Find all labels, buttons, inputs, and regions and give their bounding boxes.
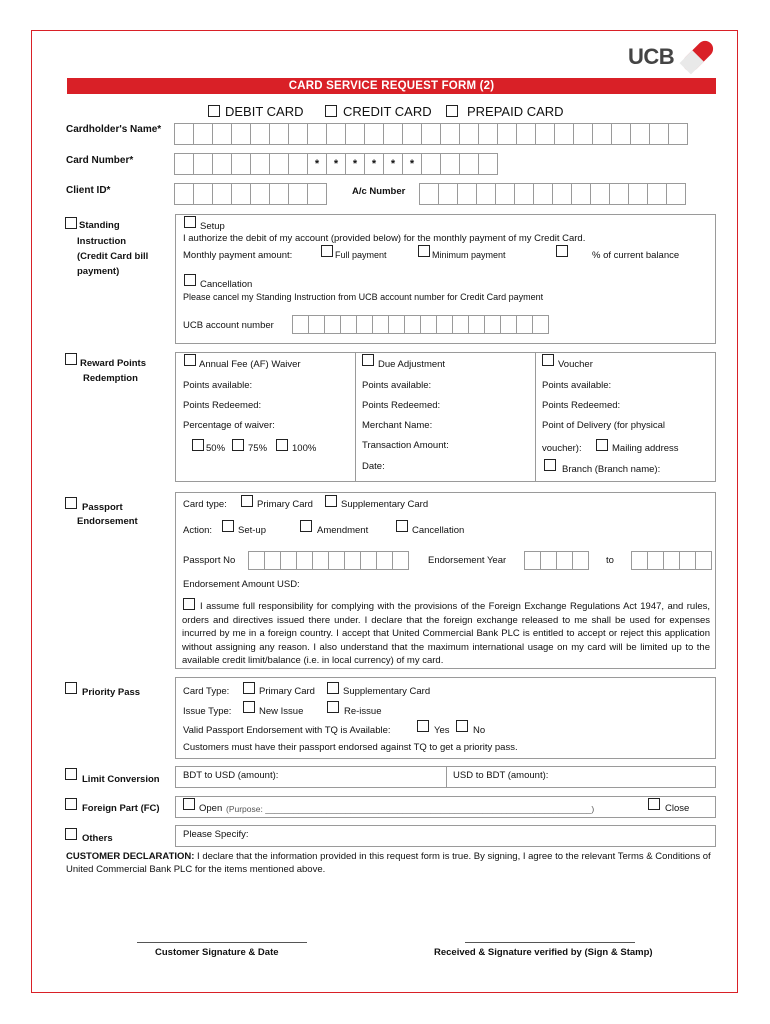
credit-card-label: CREDIT CARD (343, 104, 432, 119)
reward-label-2: Redemption (83, 373, 138, 384)
priority-pass-label: Priority Pass (82, 687, 141, 698)
voucher-points-redeemed: Points Redeemed: (542, 400, 621, 411)
mask-char: * (307, 153, 327, 175)
setup-checkbox[interactable] (184, 216, 196, 228)
setup-label: Setup (200, 221, 225, 232)
others-label: Others (82, 833, 113, 844)
due-date: Date: (362, 461, 385, 472)
form-title: CARD SERVICE REQUEST FORM (2) (67, 78, 716, 94)
cardholder-name-label: Cardholder's Name* (66, 124, 162, 135)
ucb-logo (628, 36, 723, 78)
endorsement-year-from-field[interactable] (525, 551, 589, 570)
waiver-100-checkbox[interactable] (276, 439, 288, 451)
passport-cancellation-label: Cancellation (412, 525, 465, 536)
ucb-account-field[interactable] (293, 315, 549, 334)
passport-amendment-checkbox[interactable] (300, 520, 312, 532)
pp-note: Customers must have their passport endorsed against TQ to get a priority pass. (183, 742, 518, 753)
passport-setup-label: Set-up (238, 525, 266, 536)
monthly-amount-label: Monthly payment amount: (183, 250, 293, 261)
cancellation-checkbox[interactable] (184, 274, 196, 286)
others-panel[interactable] (175, 825, 716, 847)
standing-label-2: Instruction (77, 236, 127, 247)
passport-card-type-label: Card type: (183, 499, 227, 510)
passport-label-2: Endorsement (77, 516, 138, 527)
passport-amendment-label: Amendment (317, 525, 369, 536)
priority-pass-checkbox[interactable] (65, 682, 77, 694)
authorize-text: I authorize the debit of my account (provided below) for the monthly payment of my Credit Card. (183, 233, 586, 244)
prepaid-card-label: PREPAID CARD (467, 104, 564, 119)
mailing-address-label: Mailing address (612, 443, 679, 454)
af-pct-waiver: Percentage of waiver: (183, 420, 275, 431)
waiver-100-label: 100% (292, 443, 317, 454)
foreign-part-label: Foreign Part (FC) (82, 803, 160, 814)
reward-divider-1 (355, 352, 356, 482)
customer-declaration (66, 850, 716, 876)
mask-char: * (383, 153, 403, 175)
passport-primary-label: Primary Card (257, 499, 313, 510)
af-waiver-checkbox[interactable] (184, 354, 196, 366)
cancellation-label: Cancellation (200, 279, 253, 290)
pp-no-checkbox[interactable] (456, 720, 468, 732)
pp-yes-checkbox[interactable] (417, 720, 429, 732)
fc-open-label: Open (199, 803, 223, 814)
declaration-heading: CUSTOMER DECLARATION: (66, 851, 195, 862)
due-points-available: Points available: (362, 380, 432, 391)
others-checkbox[interactable] (65, 828, 77, 840)
cancel-text: Please cancel my Standing Instruction from UCB account number for Credit Card payment (183, 292, 544, 302)
credit-card-checkbox[interactable] (325, 105, 337, 117)
customer-signature-label: Customer Signature & Date (155, 947, 279, 958)
waiver-50-label: 50% (206, 443, 226, 454)
pct-balance-checkbox[interactable] (556, 245, 568, 257)
passport-action-label: Action: (183, 525, 213, 536)
standing-label-3: (Credit Card bill (77, 251, 149, 262)
pp-valid-passport-label: Valid Passport Endorsement with TQ is Available: (183, 725, 391, 736)
due-points-redeemed: Points Redeemed: (362, 400, 441, 411)
endorsement-to-label: to (606, 555, 614, 566)
due-adjustment-checkbox[interactable] (362, 354, 374, 366)
client-id-field[interactable] (175, 183, 327, 205)
minimum-payment-checkbox[interactable] (418, 245, 430, 257)
pp-supplementary-label: Supplementary Card (343, 686, 431, 697)
others-specify-label: Please Specify: (183, 829, 249, 840)
limit-divider (446, 766, 447, 788)
client-id-label: Client ID* (66, 185, 111, 196)
waiver-75-checkbox[interactable] (232, 439, 244, 451)
bdt-usd-label[interactable]: BDT to USD (amount): (183, 770, 279, 781)
passport-no-label: Passport No (183, 555, 236, 566)
mask-char: * (326, 153, 346, 175)
pp-new-issue-label: New Issue (259, 706, 304, 717)
passport-label-1: Passport (82, 502, 123, 513)
passport-primary-checkbox[interactable] (241, 495, 253, 507)
ac-number-field[interactable] (420, 183, 686, 205)
mask-char: * (345, 153, 365, 175)
pp-reissue-label: Re-issue (344, 706, 382, 717)
full-payment-label: Full payment (335, 250, 387, 260)
af-points-redeemed: Points Redeemed: (183, 400, 262, 411)
pp-supplementary-checkbox[interactable] (327, 682, 339, 694)
af-points-available: Points available: (183, 380, 253, 391)
cardholder-name-field[interactable] (175, 123, 688, 145)
prepaid-card-checkbox[interactable] (446, 105, 458, 117)
endorsement-amount-label: Endorsement Amount USD: (183, 579, 300, 590)
ucb-account-label: UCB account number (183, 320, 274, 331)
reward-panel (175, 352, 716, 482)
voucher-delivery-2: voucher): (542, 443, 582, 454)
standing-label-1: Standing (79, 220, 120, 231)
mask-char: * (402, 153, 422, 175)
standing-instruction-checkbox[interactable] (65, 217, 77, 229)
foreign-part-checkbox[interactable] (65, 798, 77, 810)
bank-signature-label: Received & Signature verified by (Sign & Stamp) (434, 947, 653, 958)
due-txn-amount: Transaction Amount: (362, 440, 449, 451)
af-waiver-title: Annual Fee (AF) Waiver (199, 359, 301, 370)
passport-no-field[interactable] (249, 551, 409, 570)
branch-checkbox[interactable] (544, 459, 556, 471)
pct-balance-label: % of current balance (592, 250, 680, 261)
waiver-50-checkbox[interactable] (192, 439, 204, 451)
voucher-delivery-1: Point of Delivery (for physical (542, 420, 666, 431)
pp-reissue-checkbox[interactable] (327, 701, 339, 713)
endorsement-year-label: Endorsement Year (428, 555, 507, 566)
ac-number-label: A/c Number (352, 186, 406, 197)
reward-points-checkbox[interactable] (65, 353, 77, 365)
declaration-text: I declare that the information provided in this request form is true. By signing, I agree to the relevant Terms & Conditions of United Commercial Bank PLC for the items mentioned above. (66, 851, 711, 875)
logo-text: UCB (628, 44, 675, 69)
limit-conversion-checkbox[interactable] (65, 768, 77, 780)
pp-issue-type-label: Issue Type: (183, 706, 232, 717)
endorsement-year-to-field[interactable] (632, 551, 712, 570)
passport-supplementary-label: Supplementary Card (341, 499, 429, 510)
responsibility-text: I assume full responsibility for complying with the provisions of the Foreign Exchange Regulations Act 1947, and rules, orders and directives issued there under. I declare that the foreign exchange released to me shall be used for expenses incurred by me in a foreign country. I accept that United Commercial Bank PLC is entitled to accept or reject this application without assigning any reason. I also understand that the maximum international usage on my card will be limited up to the available credit limit/balance (i.e. in local currency) of my card. (182, 601, 710, 666)
logo-pill-icon (678, 36, 718, 76)
voucher-points-available: Points available: (542, 380, 612, 391)
reward-label-1: Reward Points (80, 358, 146, 369)
card-number-field[interactable] (175, 153, 498, 175)
passport-supplementary-checkbox[interactable] (325, 495, 337, 507)
passport-setup-checkbox[interactable] (222, 520, 234, 532)
limit-conversion-label: Limit Conversion (82, 774, 160, 785)
passport-cancellation-checkbox[interactable] (396, 520, 408, 532)
debit-card-checkbox[interactable] (208, 105, 220, 117)
standing-label-4: payment) (77, 266, 120, 277)
voucher-checkbox[interactable] (542, 354, 554, 366)
pp-primary-label: Primary Card (259, 686, 315, 697)
due-adjustment-title: Due Adjustment (378, 359, 446, 370)
mask-char: * (364, 153, 384, 175)
branch-label: Branch (Branch name): (562, 464, 661, 475)
fc-close-checkbox[interactable] (648, 798, 660, 810)
pp-primary-checkbox[interactable] (243, 682, 255, 694)
pp-new-issue-checkbox[interactable] (243, 701, 255, 713)
pp-no-label: No (473, 725, 486, 736)
due-merchant: Merchant Name: (362, 420, 433, 431)
bank-signature-line (465, 942, 635, 943)
pp-yes-label: Yes (434, 725, 450, 736)
minimum-payment-label: Minimum payment (432, 250, 506, 260)
waiver-75-label: 75% (248, 443, 268, 454)
pp-card-type-label: Card Type: (183, 686, 230, 697)
mailing-address-checkbox[interactable] (596, 439, 608, 451)
customer-signature-line (137, 942, 307, 943)
debit-card-label: DEBIT CARD (225, 104, 304, 119)
card-number-label: Card Number* (66, 155, 134, 166)
reward-divider-2 (535, 352, 536, 482)
passport-endorsement-checkbox[interactable] (65, 497, 77, 509)
fc-open-checkbox[interactable] (183, 798, 195, 810)
voucher-title: Voucher (558, 359, 593, 370)
fc-purpose-field[interactable]: (Purpose: _____________________________________________________________________) (226, 804, 595, 814)
fc-close-label: Close (665, 803, 690, 814)
usd-bdt-label[interactable]: USD to BDT (amount): (453, 770, 549, 781)
full-payment-checkbox[interactable] (321, 245, 333, 257)
